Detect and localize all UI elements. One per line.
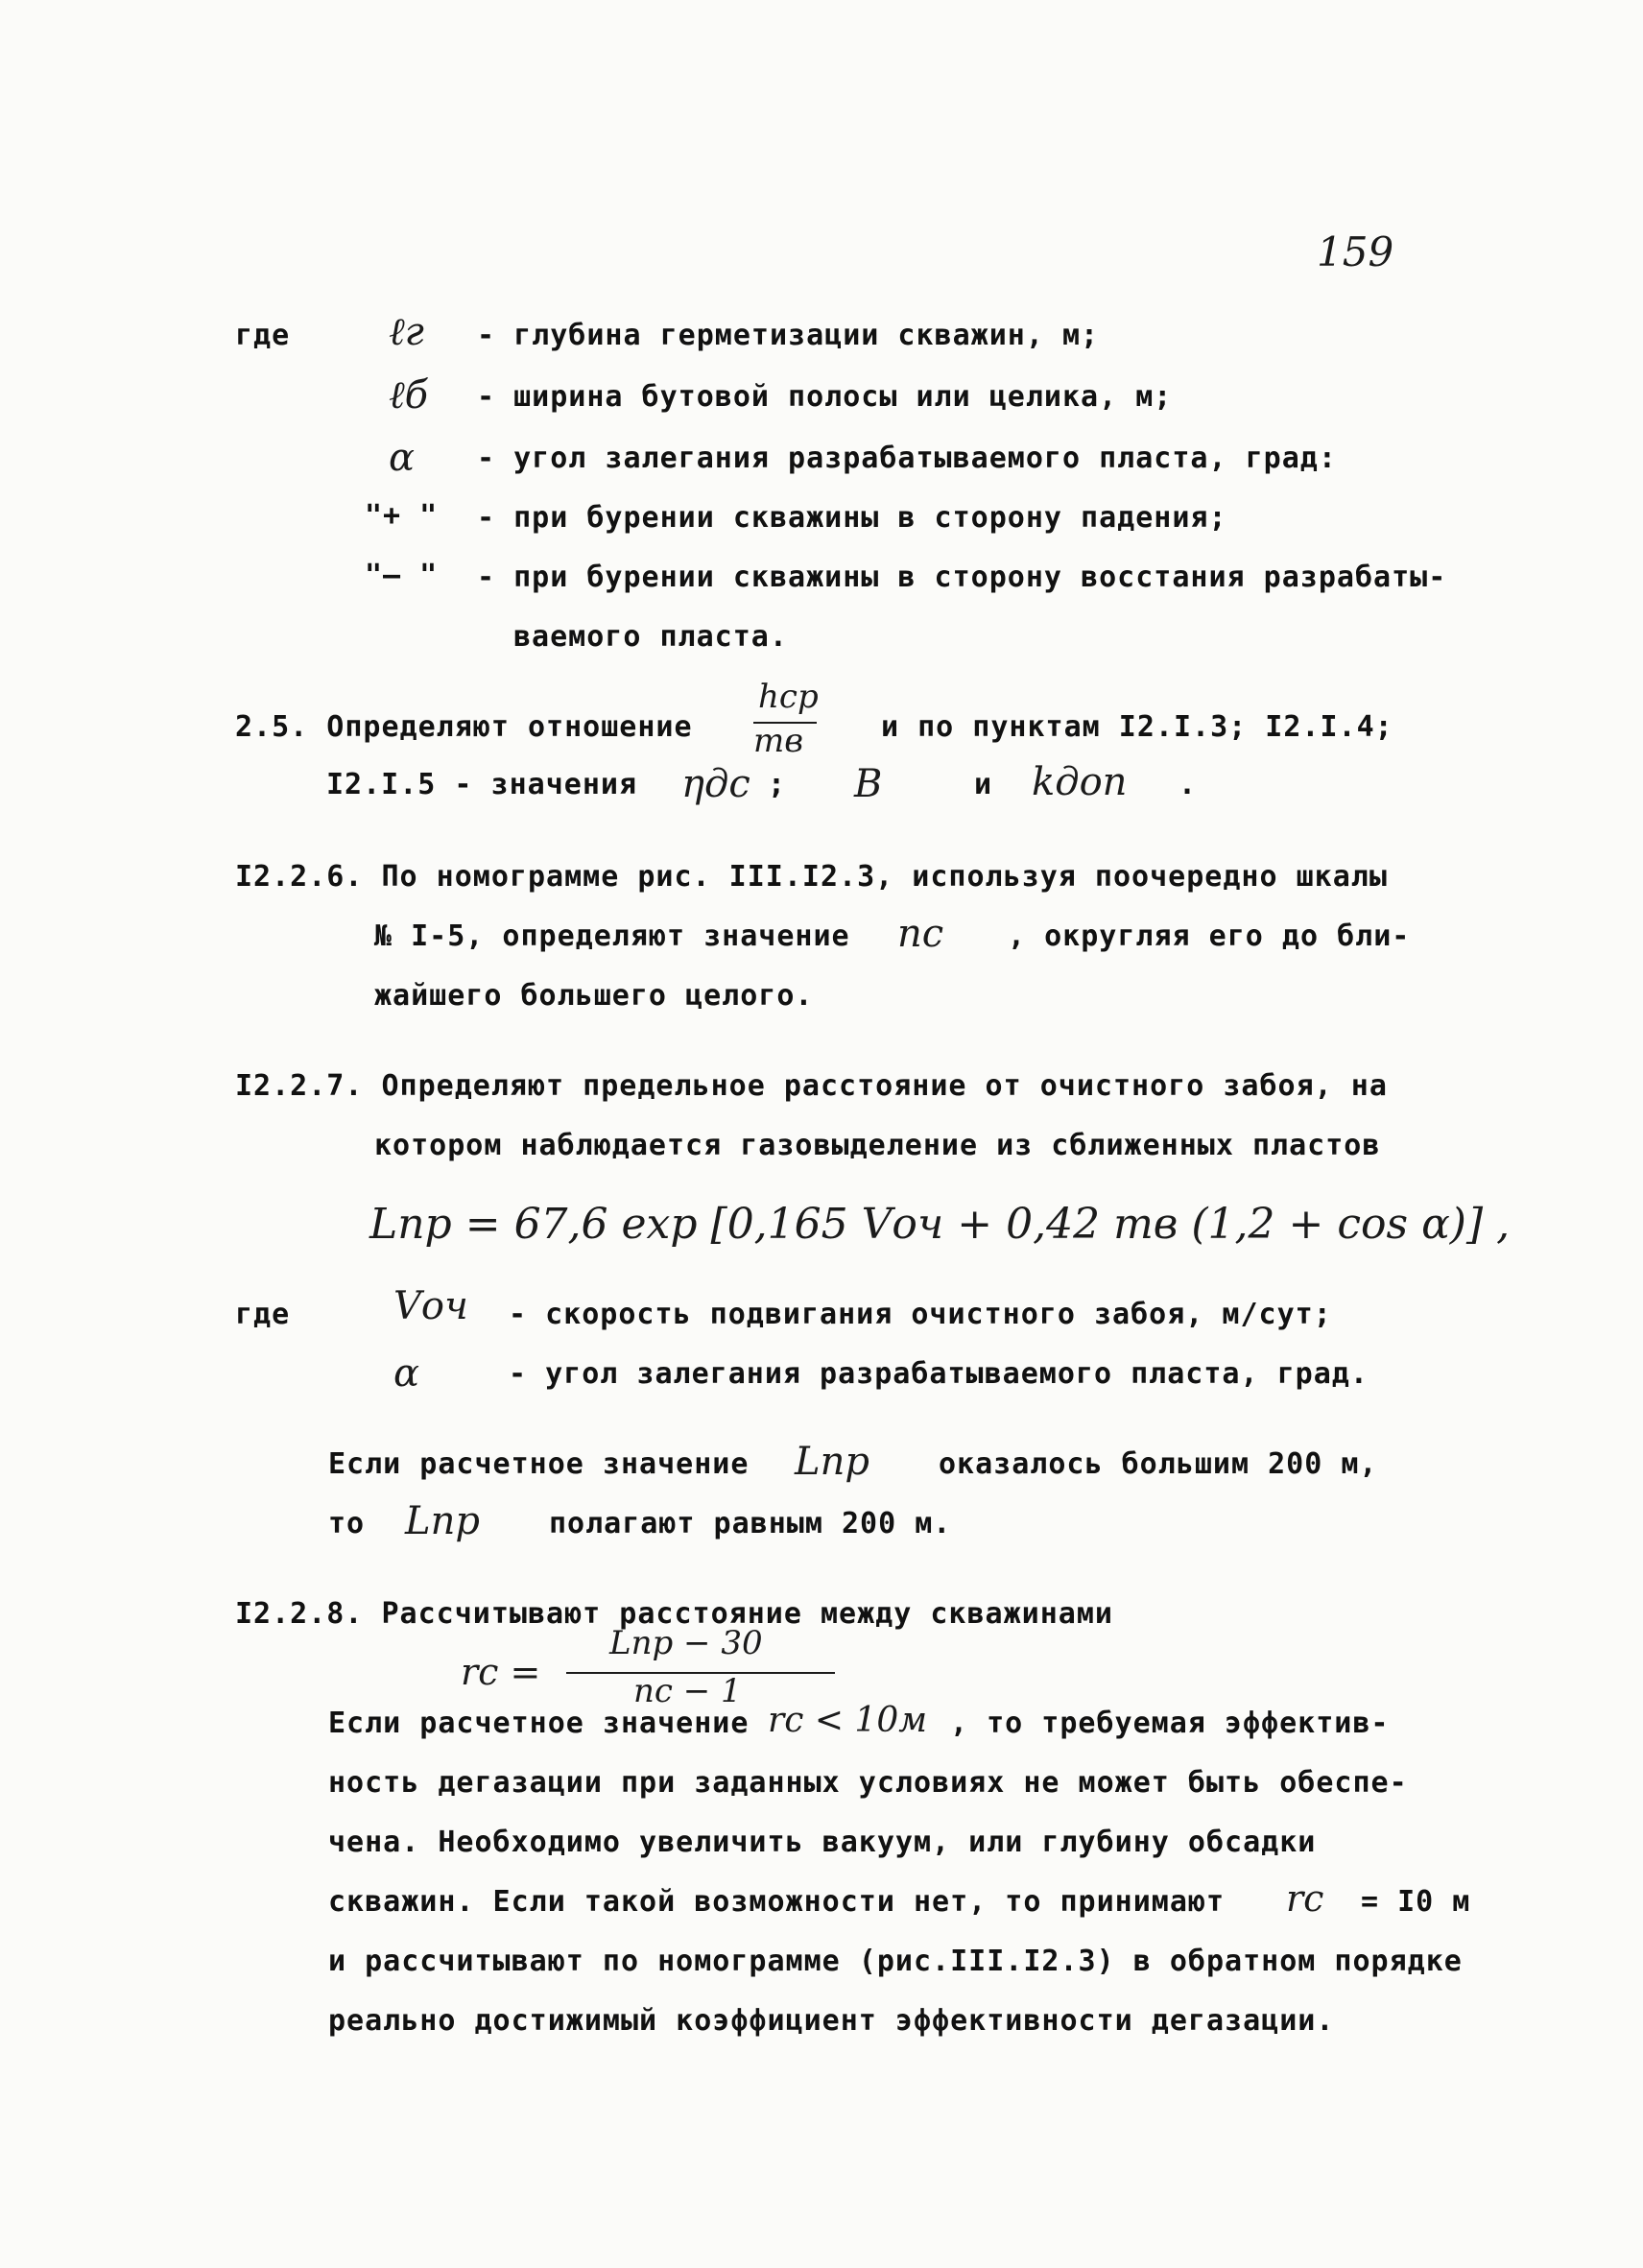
def-text: - ширина бутовой полосы или целика, м;: [477, 380, 1173, 414]
period: .: [1179, 768, 1198, 801]
section-12-2-6-line2a: № I-5, определяют значение: [374, 919, 850, 953]
section-2-5-line2a: I2.I.5 - значения: [326, 768, 638, 801]
def-text: - скорость подвигания очистного забоя, м/сут;: [509, 1298, 1332, 1331]
section-12-2-6-line1: I2.2.6. По номограмме рис. III.I2.3, используя поочередно шкалы: [235, 860, 1388, 894]
section-12-2-8-p5: и рассчитывают по номограмме (рис.III.I2.3) в обратном порядке: [328, 1945, 1463, 1978]
def-text: - при бурении скважины в сторону восстания разрабаты-: [477, 561, 1447, 594]
section-12-2-6-line3: жайшего большего целого.: [374, 979, 814, 1013]
section-12-2-8-p4b: = I0 м: [1361, 1885, 1471, 1919]
section-12-2-7-line1: I2.2.7. Определяют предельное расстояние от очистного забоя, на: [235, 1069, 1388, 1103]
symbol-k: kдоп: [1032, 760, 1128, 804]
section-12-2-6-line2b: , округляя его до бли-: [1008, 919, 1411, 953]
symbol-alpha: α: [393, 1351, 420, 1396]
symbol-l-b: ℓб: [389, 373, 429, 418]
symbol-b: B: [854, 762, 883, 806]
section-2-5-line1b: и по пунктам I2.I.3; I2.I.4;: [881, 710, 1393, 744]
formula-lpr: Lпр = 67,6 exp [0,165 Vоч + 0,42 mв (1,2 + cos α)] ,: [369, 1200, 1511, 1249]
symbol-lpr: Lпр: [405, 1499, 480, 1543]
separator: ;: [768, 768, 787, 801]
formula-rc-lhs: rс =: [461, 1651, 541, 1693]
formula-rc-numerator: Lпр − 30: [609, 1624, 763, 1662]
condition-line2a: то: [328, 1507, 366, 1540]
symbol-minus: "– ": [365, 559, 439, 592]
def-text: - глубина герметизации скважин, м;: [477, 319, 1100, 352]
condition-line1a: Если расчетное значение: [328, 1447, 750, 1481]
section-12-2-8-line1: I2.2.8. Рассчитывают расстояние между скважинами: [235, 1597, 1113, 1631]
section-12-2-8-p2: ность дегазации при заданных условиях не может быть обеспе-: [328, 1766, 1408, 1800]
section-12-2-8-p3: чена. Необходимо увеличить вакуум, или глубину обсадки: [328, 1826, 1317, 1859]
symbol-nc: nс: [897, 912, 944, 956]
symbol-rc: rс: [1286, 1877, 1324, 1920]
def-text: - при бурении скважины в сторону падения;: [477, 501, 1227, 535]
def-continuation: ваемого пласта.: [513, 620, 788, 654]
symbol-plus: "+ ": [365, 499, 439, 533]
symbol-eta: ηдс: [681, 762, 750, 806]
def-text: - угол залегания разрабатываемого пласта, град:: [477, 442, 1337, 475]
page-number: 159: [1317, 228, 1394, 275]
symbol-l-g: ℓг: [389, 310, 424, 354]
symbol-rc-condition: rс < 10м: [768, 1701, 928, 1740]
symbol-lpr: Lпр: [795, 1440, 869, 1484]
section-12-2-8-p4a: скважин. Если такой возможности нет, то принимают: [328, 1885, 1226, 1919]
symbol-alpha: α: [389, 436, 416, 480]
condition-line1b: оказалось большим 200 м,: [939, 1447, 1378, 1481]
section-12-2-8-p1a: Если расчетное значение: [328, 1707, 750, 1740]
section-12-2-7-line2: котором наблюдается газовыделение из сближенных пластов: [374, 1129, 1381, 1162]
symbol-voch: Vоч: [393, 1284, 468, 1328]
section-2-5-line1a: 2.5. Определяют отношение: [235, 710, 693, 744]
and-word: и: [974, 768, 993, 801]
section-12-2-8-p6: реально достижимый коэффициент эффективности дегазации.: [328, 2004, 1335, 2038]
ratio-numerator: hср: [758, 678, 819, 716]
condition-line2b: полагают равным 200 м.: [549, 1507, 952, 1540]
section-12-2-8-p1b: , то требуемая эффектив-: [950, 1707, 1390, 1740]
ratio-denominator: mв: [753, 722, 804, 760]
where-label: где: [235, 319, 291, 352]
formula-rc-denominator: nс − 1: [633, 1672, 742, 1710]
def-text: - угол залегания разрабатываемого пласта, град.: [509, 1357, 1369, 1391]
where-label: где: [235, 1298, 291, 1331]
